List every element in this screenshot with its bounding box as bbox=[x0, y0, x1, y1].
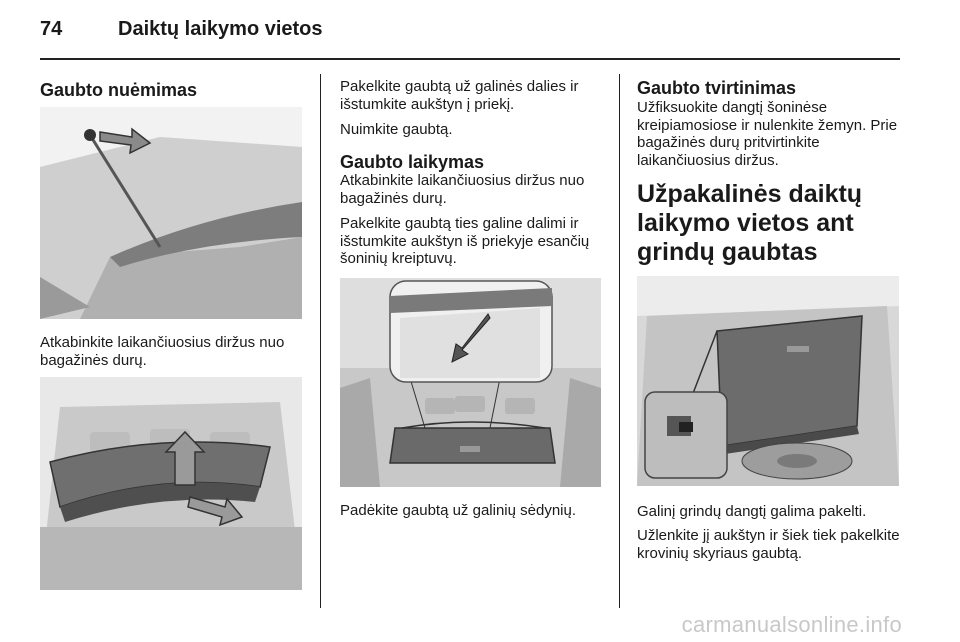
section-heading-storage: Gaubto laikymas bbox=[340, 152, 485, 172]
paragraph-lift-floor-cover: Galinį grindų dangtį galima pakelti. bbox=[637, 503, 867, 520]
paragraph-lift-cover: Pakelkite gaubtą už galinės dalies ir išstumkite aukštyn į priekį. bbox=[340, 78, 579, 113]
paragraph-unhook-straps-1: Atkabinkite laikančiuosius diržus nuo bagažinės durų. bbox=[40, 334, 285, 369]
figure-floor-cover bbox=[637, 276, 899, 486]
paragraph-place-behind-seats: Padėkite gaubtą už galinių sėdynių. bbox=[340, 502, 577, 519]
paragraph-remove-cover: Nuimkite gaubtą. bbox=[340, 121, 453, 138]
paragraph-fold-up-cover: Užlenkite jį aukštyn ir šiek tiek pakelkite krovinių skyriaus gaubtą. bbox=[637, 527, 900, 562]
figure-tailgate-strap bbox=[40, 107, 302, 319]
column-divider-2 bbox=[619, 74, 620, 608]
watermark: carmanualsonline.info bbox=[681, 612, 902, 637]
column-divider-1 bbox=[320, 74, 321, 608]
paragraph-lift-from-guides: Pakelkite gaubtą ties galine dalimi ir išstumkite aukštyn iš priekyje esančių šoninių kreiptuvų. bbox=[340, 215, 590, 267]
section-heading-removal: Gaubto nuėmimas bbox=[40, 80, 198, 100]
figure-cover-behind-seats bbox=[340, 278, 601, 487]
page-number: 74 bbox=[40, 18, 63, 40]
page-title: Daiktų laikymo vietos bbox=[118, 18, 323, 40]
section-heading-fastening: Gaubto tvirtinimas bbox=[637, 78, 797, 98]
section-heading-floor-cover: Užpakalinės daiktų laikymo vietos ant grindų gaubtas bbox=[637, 180, 863, 266]
paragraph-fasten-cover: Užfiksuokite dangtį šoninėse kreipiamosiose ir nulenkite žemyn. Prie bagažinės durų pritvirtinkite laikančiuosius diržus. bbox=[637, 99, 898, 169]
paragraph-unhook-straps-2: Atkabinkite laikančiuosius diržus nuo bagažinės durų. bbox=[340, 172, 585, 207]
figure-cover-lift bbox=[40, 377, 302, 590]
header-divider bbox=[40, 58, 900, 60]
